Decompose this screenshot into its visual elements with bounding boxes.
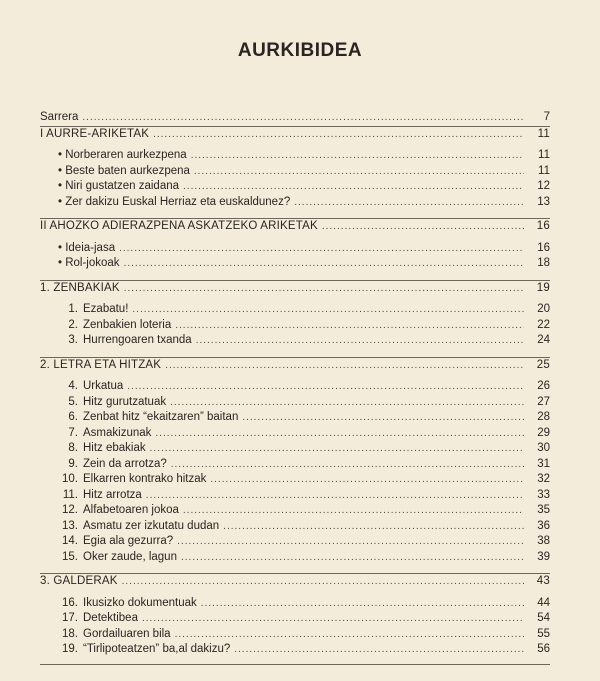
entry-label: Alfabetoaren jokoa xyxy=(83,504,179,516)
entry-number: 5. xyxy=(68,395,78,408)
entry-label: Hitz arrotza xyxy=(83,488,142,501)
entry-number: 8. xyxy=(68,442,78,454)
entry-label: • Ideia-jasa xyxy=(58,241,116,254)
section-label: 2. LETRA ETA HITZAK xyxy=(40,358,162,371)
entry-label: Sarrera xyxy=(40,111,79,123)
dot-leader xyxy=(132,302,524,318)
dot-leader xyxy=(294,195,524,211)
toc-entry xyxy=(40,441,550,457)
entry-page: 38 xyxy=(537,535,550,547)
entry-page: 44 xyxy=(537,596,550,609)
toc-section-2 xyxy=(40,219,550,235)
entry-label: Hitz gurutzatuak xyxy=(83,395,167,408)
entry-label: • Beste baten aurkezpena xyxy=(58,164,190,177)
dot-leader xyxy=(150,441,524,457)
entry-page: 31 xyxy=(537,457,550,470)
entry-number: 6. xyxy=(68,411,78,423)
entry-label: Detektibea xyxy=(83,612,138,624)
toc-entry xyxy=(40,195,550,211)
entry-page: 26 xyxy=(537,380,550,392)
dot-leader xyxy=(183,503,524,519)
entry-number: 2. xyxy=(68,318,78,331)
section-page: 19 xyxy=(536,281,550,294)
entry-page: 32 xyxy=(537,473,550,485)
entry-page: 20 xyxy=(537,303,550,315)
toc-section-5 xyxy=(40,574,550,590)
entry-page: 7 xyxy=(543,111,550,123)
entry-number: 15. xyxy=(62,550,78,563)
toc-entry xyxy=(40,379,550,395)
entry-number: 9. xyxy=(68,457,78,470)
entry-number: 17. xyxy=(62,612,78,624)
dot-leader xyxy=(183,179,524,195)
entry-page: 55 xyxy=(537,627,550,640)
toc-entry xyxy=(40,472,550,488)
dot-leader xyxy=(170,395,524,411)
entry-page: 30 xyxy=(537,442,550,454)
entry-label: Hurrengoaren txanda xyxy=(83,334,192,346)
dot-leader xyxy=(122,574,524,590)
section-label: 1. ZENBAKIAK xyxy=(40,281,120,294)
toc-entry xyxy=(40,503,550,519)
entry-label: “Tirlipoteatzen” ba,al dakizu? xyxy=(83,643,231,655)
entry-label: • Niri gustatzen zaidana xyxy=(58,180,180,192)
entry-page: 13 xyxy=(537,195,550,208)
section-label: 3. GALDERAK xyxy=(40,575,118,587)
toc-entry xyxy=(40,534,550,550)
toc-entry xyxy=(40,611,550,627)
toc-entry xyxy=(40,488,550,504)
dot-leader xyxy=(171,457,524,473)
entry-label: Ezabatu! xyxy=(83,303,129,315)
dot-leader xyxy=(191,148,524,164)
dot-leader xyxy=(175,318,524,334)
section-page: 16 xyxy=(536,220,550,232)
dot-leader xyxy=(196,333,524,349)
entry-label: • Zer dakizu Euskal Herriaz eta euskaldunez? xyxy=(58,195,291,208)
entry-label: Zenbat hitz “ekaitzaren” baitan xyxy=(83,411,239,423)
toc-entry xyxy=(40,596,550,612)
entry-number: 1. xyxy=(68,303,78,315)
entry-page: 11 xyxy=(538,149,550,161)
entry-number: 4. xyxy=(68,380,78,392)
entry-number: 7. xyxy=(68,426,78,439)
entry-label: Oker zaude, lagun xyxy=(83,550,177,563)
entry-label: • Rol-jokoak xyxy=(58,257,120,269)
dot-leader xyxy=(223,519,524,535)
dot-leader xyxy=(194,164,524,180)
entry-page: 56 xyxy=(537,643,550,655)
toc-entry xyxy=(40,241,550,257)
toc-entry xyxy=(40,302,550,318)
entry-label: Asmatu zer izkutatu dudan xyxy=(83,519,220,532)
dot-leader xyxy=(82,110,524,126)
dot-leader xyxy=(124,256,524,272)
toc-entry xyxy=(40,426,550,442)
entry-page: 12 xyxy=(537,180,550,192)
entry-page: 24 xyxy=(537,334,550,346)
toc-section-1 xyxy=(40,127,550,143)
entry-number: 16. xyxy=(62,596,78,609)
dot-leader xyxy=(210,472,524,488)
dot-leader xyxy=(124,281,524,297)
toc-entry xyxy=(40,457,550,473)
dot-leader xyxy=(153,127,524,143)
dot-leader xyxy=(322,219,524,235)
toc-entry-sarrera xyxy=(40,110,550,126)
toc-entry xyxy=(40,410,550,426)
entry-number: 13. xyxy=(62,519,78,532)
entry-label: Zenbakien loteria xyxy=(83,318,172,331)
entry-number: 19. xyxy=(62,643,78,655)
entry-label: Zein da arrotza? xyxy=(83,457,167,470)
toc-section-3 xyxy=(40,281,550,297)
section-label: I AURRE-ARIKETAK xyxy=(40,127,150,140)
dot-leader xyxy=(127,379,524,395)
entry-number: 18. xyxy=(62,627,78,640)
dot-leader xyxy=(234,642,524,658)
entry-label: Asmakizunak xyxy=(83,426,152,439)
entry-page: 11 xyxy=(538,164,550,177)
entry-number: 10. xyxy=(62,473,78,485)
divider xyxy=(40,664,550,665)
table-of-contents xyxy=(40,110,550,665)
entry-page: 18 xyxy=(537,257,550,269)
entry-number: 11. xyxy=(62,488,78,501)
entry-page: 28 xyxy=(537,411,550,423)
entry-page: 29 xyxy=(537,426,550,439)
dot-leader xyxy=(177,534,524,550)
entry-label: Ikusizko dokumentuak xyxy=(83,596,197,609)
dot-leader xyxy=(146,488,524,504)
entry-label: Urkatua xyxy=(83,380,124,392)
entry-page: 22 xyxy=(537,318,550,331)
toc-entry xyxy=(40,550,550,566)
dot-leader xyxy=(201,596,524,612)
entry-label: Gordailuaren bila xyxy=(83,627,171,640)
section-page: 43 xyxy=(536,575,550,587)
toc-entry xyxy=(40,395,550,411)
entry-page: 16 xyxy=(537,241,550,254)
entry-label: Egia ala gezurra? xyxy=(83,535,174,547)
toc-section-4 xyxy=(40,358,550,374)
dot-leader xyxy=(155,426,524,442)
entry-page: 33 xyxy=(537,488,550,501)
dot-leader xyxy=(175,627,524,643)
section-page: 25 xyxy=(536,358,550,371)
toc-entry xyxy=(40,627,550,643)
page-title: AURKIBIDEA xyxy=(237,40,363,61)
entry-page: 39 xyxy=(537,550,550,563)
toc-entry xyxy=(40,519,550,535)
toc-entry xyxy=(40,164,550,180)
toc-entry xyxy=(40,318,550,334)
toc-entry xyxy=(40,256,550,272)
section-page: 11 xyxy=(537,127,550,140)
entry-label: Hitz ebakiak xyxy=(83,442,146,454)
section-label: II AHOZKO ADIERAZPENA ASKATZEKO ARIKETAK xyxy=(40,220,318,232)
entry-label: Elkarren kontrako hitzak xyxy=(83,473,207,485)
dot-leader xyxy=(119,241,524,257)
entry-number: 3. xyxy=(68,334,78,346)
dot-leader xyxy=(142,611,524,627)
toc-entry xyxy=(40,333,550,349)
toc-entry xyxy=(40,148,550,164)
entry-page: 54 xyxy=(537,612,550,624)
dot-leader xyxy=(181,550,524,566)
dot-leader xyxy=(242,410,524,426)
entry-page: 35 xyxy=(537,504,550,516)
toc-entry xyxy=(40,642,550,658)
entry-page: 36 xyxy=(537,519,550,532)
entry-label: • Norberaren aurkezpena xyxy=(58,149,187,161)
entry-page: 27 xyxy=(537,395,550,408)
entry-number: 12. xyxy=(62,504,78,516)
dot-leader xyxy=(165,358,524,374)
entry-number: 14. xyxy=(62,535,78,547)
toc-entry xyxy=(40,179,550,195)
